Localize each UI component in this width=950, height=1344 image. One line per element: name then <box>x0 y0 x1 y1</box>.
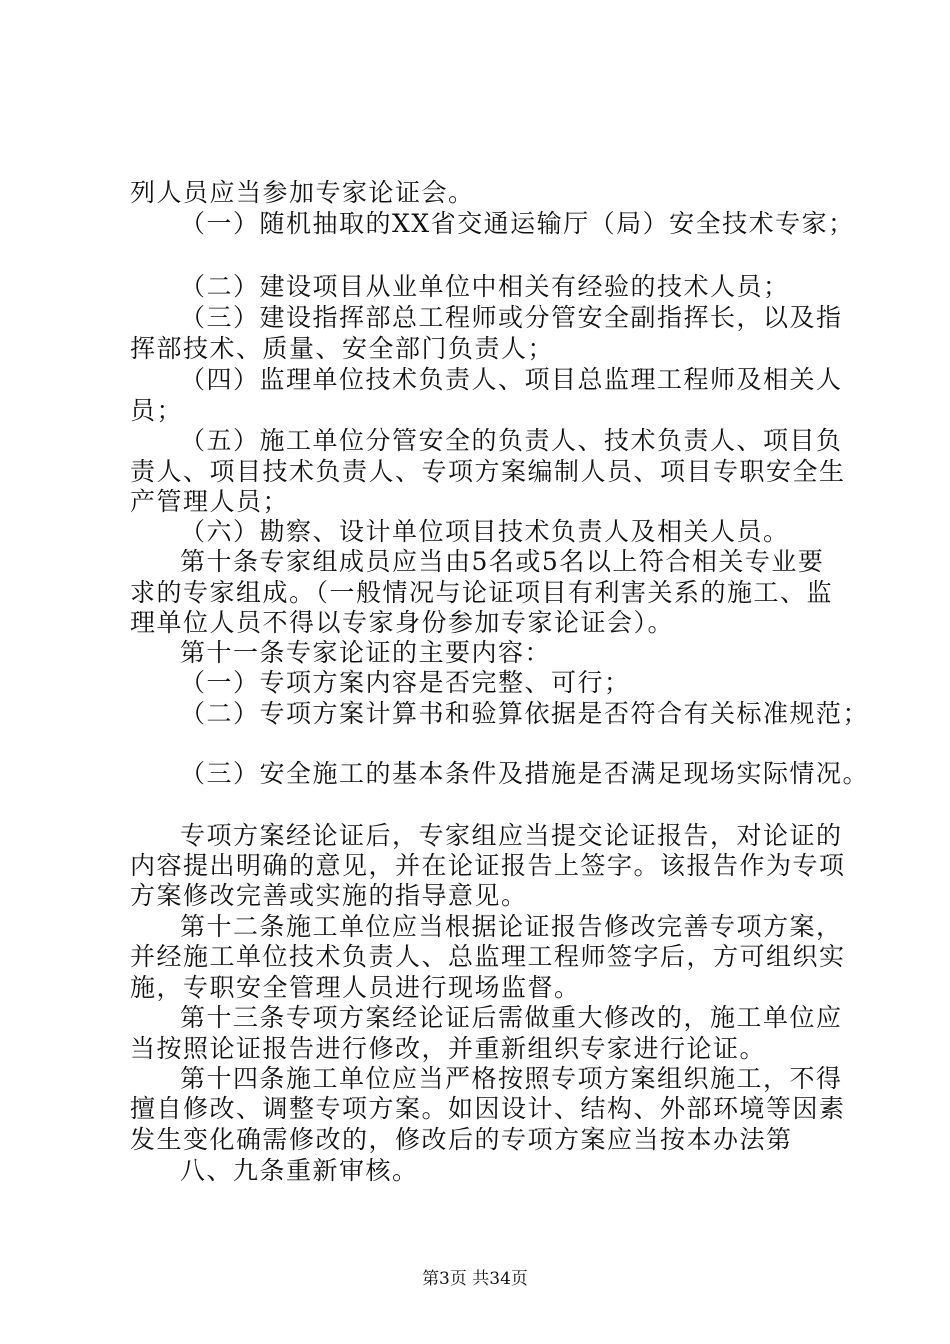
body-line: 当按照论证报告进行修改，并重新组织专家进行论证。 <box>130 1034 767 1063</box>
body-line: 第十一条专家论证的主要内容： <box>180 638 552 667</box>
body-line: 八、九条重新审核。 <box>180 1156 419 1185</box>
body-line: （六）勘察、设计单位项目技术负责人及相关人员。 <box>180 517 790 546</box>
body-line: 产管理人员； <box>130 487 290 516</box>
body-line: 并经施工单位技术负责人、总监理工程师签字后，方可组织实 <box>130 942 846 971</box>
body-line: 第十四条施工单位应当严格按照专项方案组织施工，不得 <box>180 1064 843 1093</box>
body-line: 员； <box>130 396 184 425</box>
body-line: 方案修改完善或实施的指导意见。 <box>130 881 528 910</box>
body-line: 第十三条专项方案经论证后需做重大修改的，施工单位应 <box>180 1003 843 1032</box>
body-line: （一）专项方案内容是否完整、可行； <box>180 668 631 697</box>
body-line: （四）监理单位技术负责人、项目总监理工程师及相关人 <box>180 365 843 394</box>
body-line: 责人、项目技术负责人、专项方案编制人员、项目专职安全生 <box>130 457 846 486</box>
body-line: （一）随机抽取的XX省交通运输厅（局）安全技术专家； <box>180 209 855 238</box>
body-line: 第十条专家组成员应当由5名或5名以上符合相关专业要 <box>180 547 825 576</box>
body-line: 内容提出明确的意见，并在论证报告上签字。该报告作为专项 <box>130 851 846 880</box>
body-line: 发生变化确需修改的，修改后的专项方案应当按本办法第 <box>130 1125 793 1154</box>
body-line: （三）建设指挥部总工程师或分管安全副指挥长，以及指 <box>180 303 843 332</box>
body-line: 擅自修改、调整专项方案。如因设计、结构、外部环境等因素 <box>130 1094 846 1123</box>
body-line: 专项方案经论证后，专家组应当提交论证报告，对论证的 <box>180 821 843 850</box>
body-line: 施，专职安全管理人员进行现场监督。 <box>130 973 581 1002</box>
body-line: （五）施工单位分管安全的负责人、技术负责人、项目负 <box>180 426 843 455</box>
body-line: 第十二条施工单位应当根据论证报告修改完善专项方案， <box>180 912 843 941</box>
body-line: （二）专项方案计算书和验算依据是否符合有关标准规范； <box>180 699 870 728</box>
body-line: 理单位人员不得以专家身份参加专家论证会）。 <box>130 608 675 637</box>
body-line: 列人员应当参加专家论证会。 <box>130 178 475 207</box>
body-line: （三）安全施工的基本条件及措施是否满足现场实际情况。 <box>180 759 870 788</box>
body-line: 求的专家组成。（一般情况与论证项目有利害关系的施工、监 <box>130 578 834 607</box>
body-line: 挥部技术、质量、安全部门负责人； <box>130 334 555 363</box>
body-line: （二）建设项目从业单位中相关有经验的技术人员； <box>180 272 790 301</box>
page-number-footer: 第3页 共34页 <box>422 1269 528 1289</box>
